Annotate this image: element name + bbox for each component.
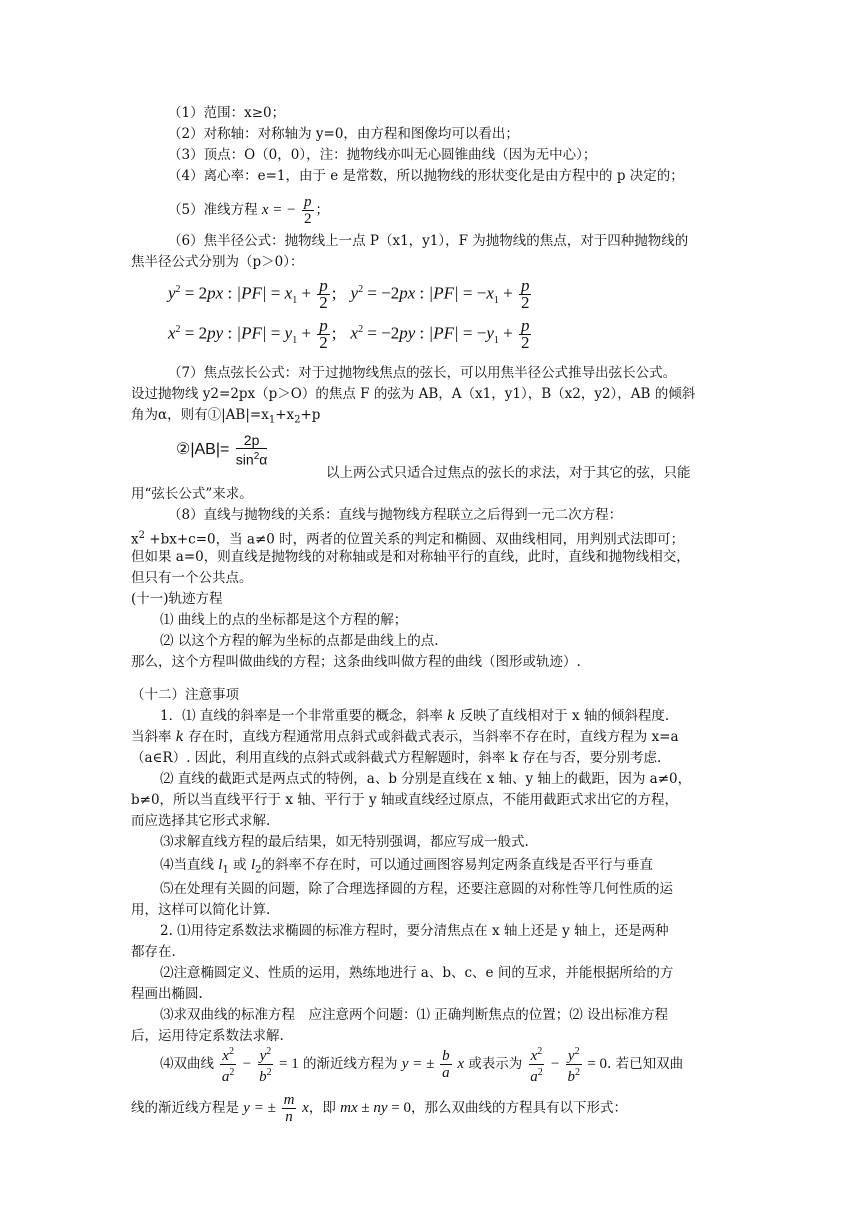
- ellipse-note-1-cont: 都存在.: [131, 944, 176, 960]
- note-3-general-form: ⑶求解直线方程的最后结果，如无特别强调，都应写成一般式.: [160, 834, 529, 850]
- hyperbola-note-3-cont: 后，运用待定系数法求解.: [131, 1028, 284, 1044]
- note-4-text-b: 或: [233, 857, 247, 873]
- focal-chord-cont-2: 角为α，则有$①|AB|=x_1+x_2+p$: [131, 407, 321, 426]
- note-1-text-c: 当斜率: [131, 729, 176, 745]
- focal-radius-item: （6）焦半径公式：抛物线上一点 P（x1，y1），F 为抛物线的焦点，对于四种抛物线的: [168, 233, 689, 249]
- chord-formula-1: 角为α，则有①|AB|=x: [131, 407, 269, 423]
- note-4-slope-undefined: ⑷当直线 $l_1$ 或 $l_2$的斜率不存在时，可以通过画图容易判定两条直线是否平行与垂直: [160, 857, 653, 876]
- chord-note: 以上两公式只适合过焦点的弦长的求法，对于其它的弦，只能: [326, 465, 691, 481]
- focal-chord-cont-1: 设过抛物线 y2=2px（p＞O）的焦点 F 的弦为 AB，A（x1，y1），B（x2，y2），AB 的倾斜: [131, 386, 696, 402]
- note-4-text-a: ⑷当直线: [160, 857, 214, 873]
- line-parabola-cont-2: 但如果 a=0，则直线是抛物线的对称轴或是和对称轴平行的直线，此时，直线和抛物线相交，: [131, 549, 690, 565]
- note-1-cont-1: 当斜率 k 存在时，直线方程通常用点斜式或斜截式表示，当斜率不存在时，直线方程为 x=a: [131, 729, 679, 745]
- note-2-cont-1: b≠0，所以当直线平行于 x 轴、平行于 y 轴或直线经过原点，不能用截距式求出它的方程，: [131, 792, 678, 808]
- focal-radius-formula-1: $y^2 = 2px$ : $|PF| = x_1$ + $\frac{p}{2}$ ; $y^2 = -2px$ : $|PF| = -x_1$ + $\frac{p}{2}$: [168, 276, 530, 312]
- locus-condition-2: ⑵ 以这个方程的解为坐标的点都是曲线上的点.: [160, 633, 439, 649]
- note-1-text-b: 反映了直线相对于 x 轴的倾斜程度.: [455, 708, 670, 724]
- directrix-item: （5）准线方程 x = − $\frac{p}{2}$ ；: [168, 194, 330, 227]
- note-4-text-c: 的斜率不存在时，可以通过画图容易判定两条直线是否平行与垂直: [261, 857, 653, 873]
- hyperbola-text-d: . 若已知双曲: [607, 1056, 684, 1072]
- hyperbola-asymptote-cont: 线的渐近线方程是 y = ± $\frac{m}{n}$ x，即 mx ± ny = 0，那么双曲线的方程具有以下形式：: [131, 1092, 627, 1126]
- note-1-text-d: 存在时，直线方程通常用点斜式或斜截式表示，当斜率不存在时，直线方程为 x=a: [183, 729, 679, 745]
- quadratic-text: +bx+c=0，当 a≠0 时，两者的位置关系的判定和椭圆、双曲线相同，用判别式法即可；: [149, 531, 685, 548]
- note-5-circle: ⑸在处理有关圆的问题，除了合理选择圆的方程，还要注意圆的对称性等几何性质的运: [160, 881, 673, 897]
- ellipse-note-2-cont: 程画出椭圆.: [131, 986, 203, 1002]
- hyperbola-asymptote-line: ⑷双曲线 $\frac{x^2}{a^2}$ − $\frac{y^2}{b^2}$ = 1 的渐近线方程为 y = ± $\frac{b}{a}$ x 或表示为 $\frac{x^2}{a^2}$ − $\frac{y^2}{b^2}$ = 0. 若已知双曲: [160, 1046, 684, 1086]
- note-2-cont-2: 而应选择其它形式求解.: [131, 813, 271, 829]
- locus-condition-1: ⑴ 曲线上的点的坐标都是这个方程的解；: [160, 612, 408, 628]
- section-12-heading: （十二）注意事项: [131, 687, 239, 703]
- locus-conclusion: 那么，这个方程叫做曲线的方程；这条曲线叫做方程的曲线（图形或轨迹）.: [131, 654, 581, 670]
- hyperbola-text-f: ，即: [308, 1100, 336, 1116]
- range-item: （1）范围：x≥0；: [168, 105, 286, 121]
- eccentricity-item: （4）离心率：e=1，由于 e 是常数，所以抛物线的形状变化是由方程中的 p 决定的；: [168, 168, 684, 184]
- hyperbola-text-g: ，那么双曲线的方程具有以下形式：: [410, 1100, 627, 1116]
- focal-chord-item: （7）焦点弦长公式：对于过抛物线焦点的弦长，可以用焦半径公式推导出弦长公式。: [168, 365, 677, 381]
- hyperbola-text-b: 的渐近线方程为: [303, 1056, 398, 1072]
- section-11-heading: (十一)轨迹方程: [131, 591, 223, 607]
- focal-radius-cont: 焦半径公式分别为（p＞0）：: [131, 254, 304, 270]
- chord-formula-2: ②|AB|= $\frac{2p}{\sin^2\alpha}$: [176, 432, 268, 468]
- note-1-cont-2: （a∈R）. 因此，利用直线的点斜式或斜截式方程解题时，斜率 k 存在与否，要分别考虑.: [131, 750, 662, 766]
- ellipse-note-1: 2. ⑴用待定系数法求椭圆的标准方程时，要分清焦点在 x 轴上还是 y 轴上，还是两种: [160, 923, 669, 939]
- note-1-slope: 1．⑴ 直线的斜率是一个非常重要的概念，斜率 k 反映了直线相对于 x 轴的倾斜程度.: [160, 708, 670, 724]
- hyperbola-text-a: ⑷双曲线: [160, 1056, 214, 1072]
- ellipse-note-2: ⑵注意椭圆定义、性质的运用，熟练地进行 a、b、c、e 间的互求，并能根据所给的方: [160, 965, 674, 981]
- hyperbola-note-3: ⑶求双曲线的标准方程 应注意两个问题：⑴ 正确判断焦点的位置；⑵ 设出标准方程: [160, 1007, 669, 1023]
- directrix-label: （5）准线方程: [168, 201, 258, 218]
- line-parabola-cont-1: $x^2 +bx+c=0$，当 a≠0 时，两者的位置关系的判定和椭圆、双曲线相同，用判别式法即可；: [131, 530, 685, 548]
- line-parabola-item: （8）直线与抛物线的关系：直线与抛物线方程联立之后得到一元二次方程：: [168, 507, 623, 523]
- note-1-text-a: 1．⑴ 直线的斜率是一个非常重要的概念，斜率: [160, 708, 448, 724]
- directrix-formula: x = − $\frac{p}{2}$: [261, 194, 312, 227]
- note-5-cont: 用，这样可以简化计算.: [131, 902, 271, 918]
- vertex-item: （3）顶点：O（0，0），注：抛物线亦叫无心圆锥曲线（因为无中心）；: [168, 147, 597, 163]
- note-2-intercept: ⑵ 直线的截距式是两点式的特例，a、b 分别是直线在 x 轴、y 轴上的截距，因为 a≠0，: [160, 771, 692, 787]
- focal-radius-formula-2: $x^2 = 2py$ : $|PF| = y_1$ + $\frac{p}{2}$ ; $x^2 = -2py$ : $|PF| = -y_1$ + $\frac{p}{2}$: [168, 316, 530, 352]
- hyperbola-text-e: 线的渐近线方程是: [131, 1100, 239, 1116]
- axis-item: （2）对称轴：对称轴为 y=0，由方程和图像均可以看出；: [168, 126, 519, 142]
- line-parabola-cont-3: 但只有一个公共点。: [131, 570, 253, 586]
- chord-note-cont: 用“弦长公式”来求。: [131, 486, 253, 502]
- hyperbola-text-c: 或表示为: [468, 1056, 523, 1072]
